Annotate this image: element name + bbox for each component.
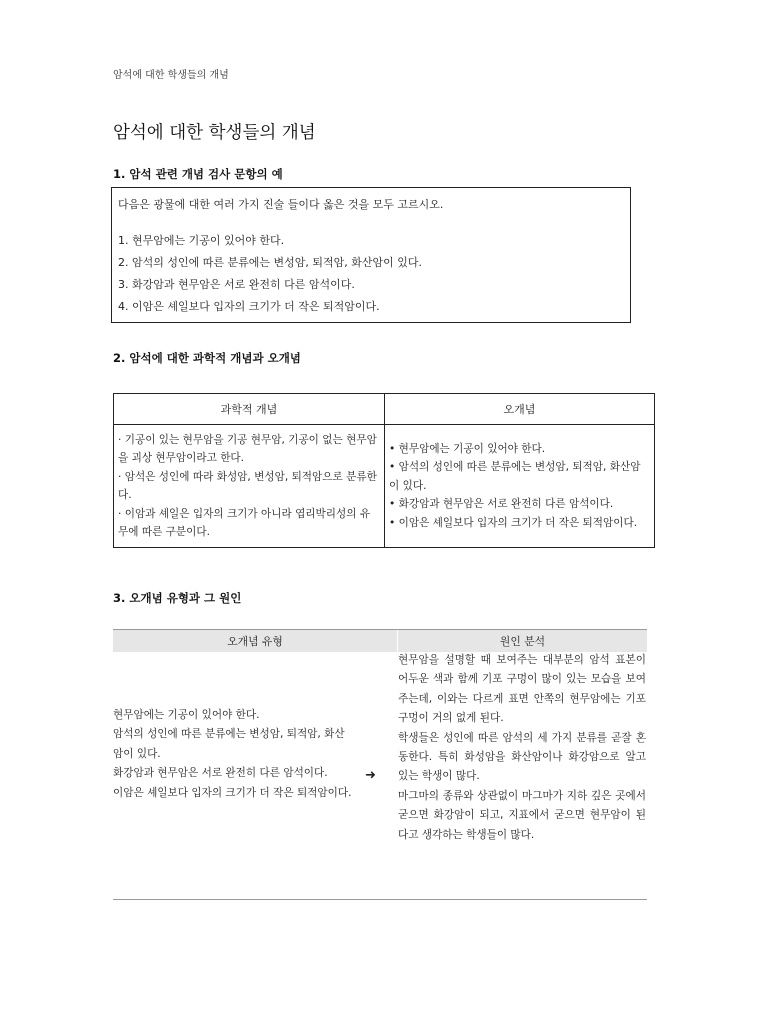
option-2: 2. 암석의 성인에 따른 분류에는 변성암, 퇴적암, 화산암이 있다. xyxy=(118,256,422,269)
misconception-item: • 이암은 셰일보다 입자의 크기가 더 작은 퇴적암이다. xyxy=(389,516,638,529)
type-item: 이암은 셰일보다 입자의 크기가 더 작은 퇴적암이다. xyxy=(113,786,352,799)
arrow-icon: ➜ xyxy=(365,768,376,783)
scientific-item: · 이암과 셰일은 입자의 크기가 아니라 엽리박리성의 유무에 따른 구분이다. xyxy=(118,507,371,538)
misconception-item: • 화강암과 현무암은 서로 완전히 다른 암석이다. xyxy=(389,498,614,511)
cause-analysis-text xyxy=(398,651,646,845)
type-item: 현무암에는 기공이 있어야 한다. xyxy=(113,709,260,721)
section-3-heading: 3. 오개념 유형과 그 원인 xyxy=(113,591,242,605)
scientific-cell xyxy=(114,425,385,548)
running-header: 암석에 대한 학생들의 개념 xyxy=(113,70,229,81)
option-3: 3. 화강암과 현무암은 서로 완전히 다른 암석이다. xyxy=(118,278,355,291)
scientific-item: · 암석은 성인에 따라 화성암, 변성암, 퇴적암으로 분류한다. xyxy=(118,470,377,501)
cause-table-header xyxy=(113,629,647,652)
section-1-heading: 1. 암석 관련 개념 검사 문항의 예 xyxy=(113,167,283,181)
option-1: 1. 현무암에는 기공이 있어야 한다. xyxy=(118,234,285,247)
misconception-cell xyxy=(385,425,655,548)
col-misconception-header: 오개념 xyxy=(385,394,655,425)
cause-table-body xyxy=(113,651,647,900)
cause-paragraph: 마그마의 종류와 상관없이 마그마가 지하 깊은 곳에서 굳으면 화강암이 되고, 지표에서 굳으면 현무암이 된다고 생각하는 학생들이 많다. xyxy=(398,789,646,841)
concept-table xyxy=(113,393,655,548)
type-item: 암석의 성인에 따른 분류에는 변성암, 퇴적암, 화산암이 있다. xyxy=(113,728,345,760)
section-2-heading: 2. 암석에 대한 과학적 개념과 오개념 xyxy=(113,351,301,365)
cause-paragraph: 학생들은 성인에 따른 암석의 세 가지 분류를 곧잘 혼동한다. 특히 화성암을 화산암이나 화강암으로 알고 있는 학생이 많다. xyxy=(398,731,646,783)
option-4: 4. 이암은 셰일보다 입자의 크기가 더 작은 퇴적암이다. xyxy=(118,300,380,313)
col-scientific-header: 과학적 개념 xyxy=(114,394,385,425)
misconception-type-list xyxy=(113,706,353,803)
cause-paragraph: 현무암을 설명할 때 보여주는 대부분의 암석 표본이 어두운 색과 함께 기포 구멍이 많이 있는 모습을 보여주는데, 이와는 다르게 표면 안쪽의 현무암에는 기포 구멍이 거의 없게 된다. xyxy=(398,654,646,725)
misconception-item: • 암석의 성인에 따른 분류에는 변성암, 퇴적암, 화산암이 있다. xyxy=(389,461,641,492)
page-title: 암석에 대한 학생들의 개념 xyxy=(113,123,316,143)
col-type-header: 오개념 유형 xyxy=(113,630,398,652)
question-text: 다음은 광물에 대한 여러 가지 진술 들이다 옳은 것을 모두 고르시오. xyxy=(118,198,444,211)
question-box xyxy=(111,187,631,323)
col-cause-header: 원인 분석 xyxy=(499,634,546,648)
misconception-item: • 현무암에는 기공이 있어야 한다. xyxy=(389,442,546,455)
scientific-item: · 기공이 있는 현무암을 기공 현무암, 기공이 없는 현무암을 괴상 현무암이라고 한다. xyxy=(118,433,377,464)
type-item: 화강암과 현무암은 서로 완전히 다른 암석이다. xyxy=(113,767,328,780)
